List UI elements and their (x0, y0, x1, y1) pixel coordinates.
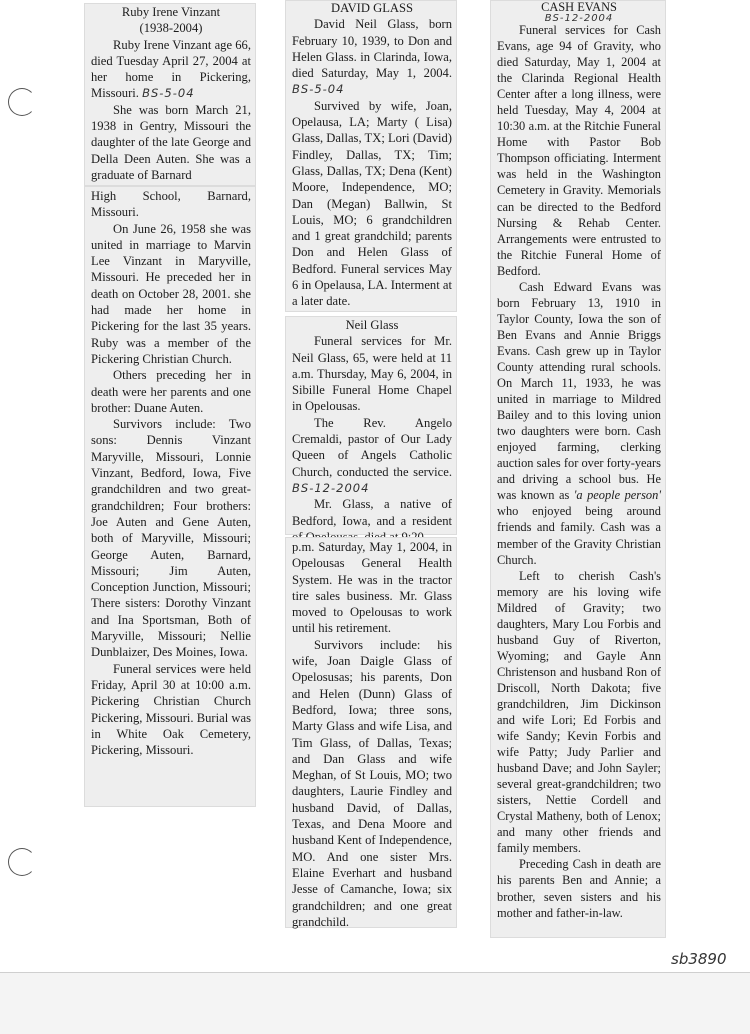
ruby-preceded-paragraph: Others preceding her in death were her parents and one brother: Duane Auten. (91, 368, 251, 415)
neil-glass-clipping-top (285, 316, 457, 535)
ruby-years: (1938-2004) (139, 21, 203, 36)
david-title: DAVID GLASS (331, 1, 413, 15)
cash-funeral-paragraph: Funeral services for Cash Evans, age 94 of Gravity, who died Saturday, May 1, 2004 at the Clarinda Regional Health Center after a long illness, were held Tuesday, May 4, 2004 at 10:30 a.m. at the Ritchie Funeral Home with Pastor Bob Thompson officiating. Interment was held in the Washington Cemetery in Gravity. Memorials can be directed to the Bedford Nursing & Rehab Center. Arrangements were entrusted to the Ritchie Funeral Home of Bedford. (497, 23, 661, 278)
david-survived-paragraph: Survived by wife, Joan, Opelausa, LA; Marty ( Lisa) Glass, Dallas, TX; Lori (David) Findley, Dallas, TX; Tim; Glass, Dallas, TX; Dena (Kent) Moore, Independence, MO; Dan (Megan) Ballwin, St Louis, MO; 6 grandchildren and 1 great grandchild; parents Don and Helen Glass of Bedford. Funeral services May 6 in Opelausa, LA. Interment at a later date. (292, 98, 452, 309)
cash-evans-clipping (490, 0, 666, 938)
ruby-birth-paragraph: She was born March 21, 1938 in Gentry, Missouri the daughter of the late George and Della Deen Auten. She was a graduate of Barnard (91, 102, 251, 182)
ruby-title: Ruby Irene Vinzant (121, 5, 221, 19)
cash-survivors-paragraph: Left to cherish Cash's memory are his loving wife Mildred of Gravity; two daughters, Mary Lou Forbis and husband Guy of Riverton, Wyoming; and Gayle Ann Christenson and husband Ron of Driscoll, North Dakota; five grandchildren, Jim Dickinson and wife Lori; Ed Forbis and wife Sandy; Kevin Forbis and wife Patty; Judy Parlier and husband Dave; and John Sayler; several great-grandchildren; two sisters, Nettie Cordell and Crystal Matheny, both of Lenox; and many other friends and family members. (497, 568, 661, 856)
neil-title: Neil Glass (345, 318, 399, 332)
binder-hole-bottom (8, 848, 36, 876)
ruby-handwritten-note: BS-5-04 (142, 86, 195, 101)
cash-people-person-phrase: 'a people person' (573, 488, 661, 503)
cash-title: CASH EVANS (541, 0, 617, 14)
ruby-vinzant-clipping-bottom (84, 186, 256, 807)
cash-handwritten-note: BS-12-2004 (544, 13, 614, 24)
neil-rev-paragraph: The Rev. Angelo Cremaldi, pastor of Our Lady Queen of Angels Catholic Church, conducted the service. BS-12-2004 (292, 415, 452, 495)
ruby-survivors-paragraph: Survivors include: Two sons: Dennis Vinzant Maryville, Missouri, Lonnie Vinzant, Bedford, Iowa, Five grandchildren and two great-grandchildren; Four brothers: Joe Auten and Gene Auten, both of Maryville, Missouri; George Auten, Barnard, Missouri; Jim Auten, Conception Junction, Missouri; There sisters: Dorothy Vinzant and Ina Sportsman, Both of Maryville, Missouri; Nellie Dunblaizer, Des Moines, Iowa. (91, 417, 251, 660)
sb-number-annotation: sb3890 (671, 950, 727, 968)
david-handwritten-note: BS-5-04 (292, 82, 345, 97)
neil-funeral-paragraph: Funeral services for Mr. Neil Glass, 65, were held at 11 a.m. Thursday, May 6, 2004, in Sibille Funeral Home Chapel in Opelousas. (292, 334, 452, 414)
ruby-school-line: High School, Barnard, Missouri. (91, 189, 251, 220)
ruby-funeral-paragraph: Funeral services were held Friday, April 30 at 10:00 a.m. Pickering Christian Church Pickering, Missouri. Burial was in White Oak Cemetery, Pickering, Missouri. (91, 661, 251, 758)
neil-glass-clipping-bottom (285, 537, 457, 928)
binder-hole-top (8, 88, 36, 116)
cash-biography-paragraph: Cash Edward Evans was born February 13, 1910 in Taylor County, Iowa the son of Ben Evans and Annie Briggs Evans. Cash grew up in Taylor County attending rural schools. On March 11, 1933, he was united in marriage to Mildred Bailey and to this loving union two daughters were born. Cash enjoyed farming, clerking auction sales for over forty-years and driving a school bus. He was known as 'a people person' who enjoyed being around friends and family. Cash was a member of the Gravity Christian Church. (497, 279, 661, 567)
neil-death-paragraph: p.m. Saturday, May 1, 2004, in Opelousas General Health System. He was in the tractor tire sales business. Mr. Glass moved to Opelousas to work until his retirement. (292, 540, 452, 636)
neil-handwritten-note: BS-12-2004 (292, 480, 370, 495)
david-glass-clipping (285, 0, 457, 312)
ruby-vinzant-clipping-top (84, 3, 256, 186)
scanner-bed-margin (0, 972, 750, 1034)
ruby-marriage-paragraph: On June 26, 1958 she was united in marriage to Marvin Lee Vinzant in Maryville, Missouri. He preceded her in death on October 28, 2001. she had made her home in Pickering for the last 35 years. Ruby was a member of the Pickering Christian Church. (91, 221, 251, 366)
david-birth-paragraph: David Neil Glass, born February 10, 1939, to Don and Helen Glass. in Clarinda, Iowa, died Saturday, May 1, 2004. BS-5-04 (292, 17, 452, 97)
neil-native-paragraph: Mr. Glass, a native of Bedford, Iowa, and a resident (292, 497, 452, 528)
ruby-death-paragraph: Ruby Irene Vinzant age 66, died Tuesday April 27, 2004 at her home in Pickering, Missouri. BS-5-04 (91, 37, 251, 101)
neil-survivors-paragraph: Survivors include: his wife, Joan Daigle Glass of Opelosusas; his parents, Don and Helen (Dunn) Glass of Bedford, Iowa; three sons, Marty Glass and wife Lisa, and Tim Glass, of Dallas, Texas; and Dan Glass and wife Meghan, of St Louis, MO; two daughters, Laurie Findley and husband David, of Dallas, Texas, and Dena Moore and husband Kent of Independence, MO. And one sister Mrs. Elaine Everhart and husband Jesse of Camanche, Iowa; six grandchildren; and one great grandchild. (292, 637, 452, 929)
cash-preceded-paragraph: Preceding Cash in death are his parents Ben and Annie; a brother, seven sisters and his mother and father-in-law. (497, 857, 661, 920)
